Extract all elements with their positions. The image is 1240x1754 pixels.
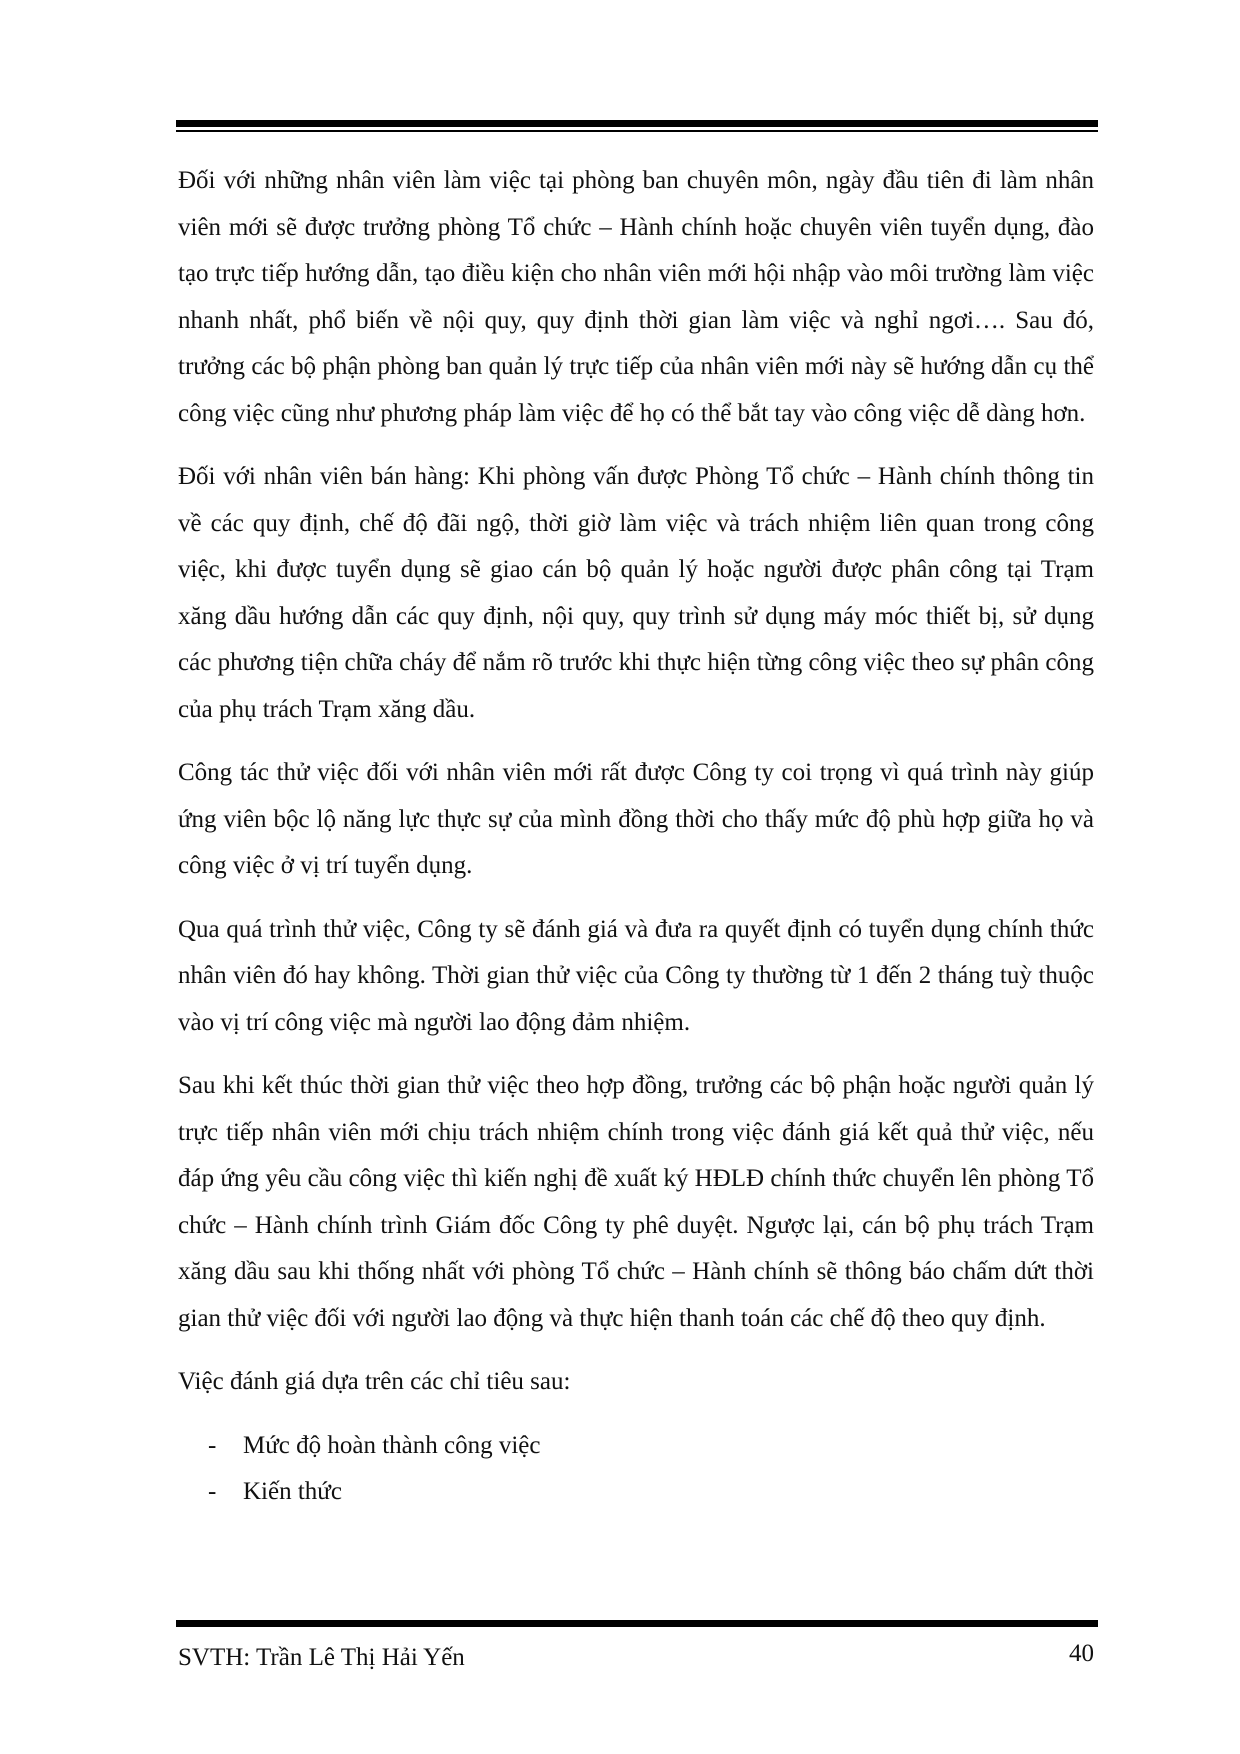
footer-rule [176, 1620, 1098, 1627]
page-number: 40 [1069, 1640, 1094, 1667]
bullet-dash: - [208, 1478, 217, 1505]
criteria-list [178, 1423, 1094, 1516]
footer-author: SVTH: Trần Lê Thị Hải Yến [178, 1644, 465, 1671]
header-rule-thin [176, 130, 1098, 132]
page-body [178, 158, 1094, 1516]
header-rule-thick [176, 120, 1098, 127]
list-item [178, 1423, 1094, 1470]
bullet-dash: - [208, 1431, 217, 1459]
paragraph-criteria-intro: Việc đánh giá dựa trên các chỉ tiêu sau: [178, 1368, 571, 1395]
list-item-text: Mức độ hoàn thành công việc [243, 1431, 541, 1459]
list-item-text: Kiến thức [243, 1478, 342, 1505]
paragraph-onboarding-office-staff: Đối với những nhân viên làm việc tại phòng ban chuyên môn, ngày đầu tiên đi làm nhân viên mới sẽ được trưởng phòng Tổ chức – Hành chính hoặc chuyên viên tuyển dụng, đào tạo trực tiếp hướng dẫn, tạo điều kiện cho nhân viên mới hội nhập vào môi trường làm việc nhanh nhất, phổ biến về nội quy, quy định thời gian làm việc và nghỉ ngơi…. Sau đó, trưởng các bộ phận phòng ban quản lý trực tiếp của nhân viên mới này sẽ hướng dẫn cụ thể công việc cũng như phương pháp làm việc để họ có thể bắt tay vào công việc dễ dàng hơn. [178, 167, 1094, 427]
paragraph-onboarding-sales-staff: Đối với nhân viên bán hàng: Khi phòng vấn được Phòng Tổ chức – Hành chính thông tin về các quy định, chế độ đãi ngộ, thời giờ làm việc và trách nhiệm liên quan trong công việc, khi được tuyển dụng sẽ giao cán bộ quản lý hoặc người được phân công tại Trạm xăng dầu hướng dẫn các quy định, nội quy, quy trình sử dụng máy móc thiết bị, sử dụng các phương tiện chữa cháy để nắm rõ trước khi thực hiện từng công việc theo sự phân công của phụ trách Trạm xăng dầu. [178, 463, 1094, 723]
list-item [178, 1469, 1094, 1516]
paragraph-probation-duration: Qua quá trình thử việc, Công ty sẽ đánh giá và đưa ra quyết định có tuyển dụng chính thức nhân viên đó hay không. Thời gian thử việc của Công ty thường từ 1 đến 2 tháng tuỳ thuộc vào vị trí công việc mà người lao động đảm nhiệm. [178, 915, 1094, 1036]
paragraph-probation-evaluation: Sau khi kết thúc thời gian thử việc theo hợp đồng, trưởng các bộ phận hoặc người quản lý trực tiếp nhân viên mới chịu trách nhiệm chính trong việc đánh giá kết quả thử việc, nếu đáp ứng yêu cầu công việc thì kiến nghị đề xuất ký HĐLĐ chính thức chuyển lên phòng Tổ chức – Hành chính trình Giám đốc Công ty phê duyệt. Ngược lại, cán bộ phụ trách Trạm xăng dầu sau khi thống nhất với phòng Tổ chức – Hành chính sẽ thông báo chấm dứt thời gian thử việc đối với người lao động và thực hiện thanh toán các chế độ theo quy định. [178, 1072, 1094, 1332]
paragraph-probation-importance: Công tác thử việc đối với nhân viên mới rất được Công ty coi trọng vì quá trình này giúp ứng viên bộc lộ năng lực thực sự của mình đồng thời cho thấy mức độ phù hợp giữa họ và công việc ở vị trí tuyển dụng. [178, 759, 1094, 879]
